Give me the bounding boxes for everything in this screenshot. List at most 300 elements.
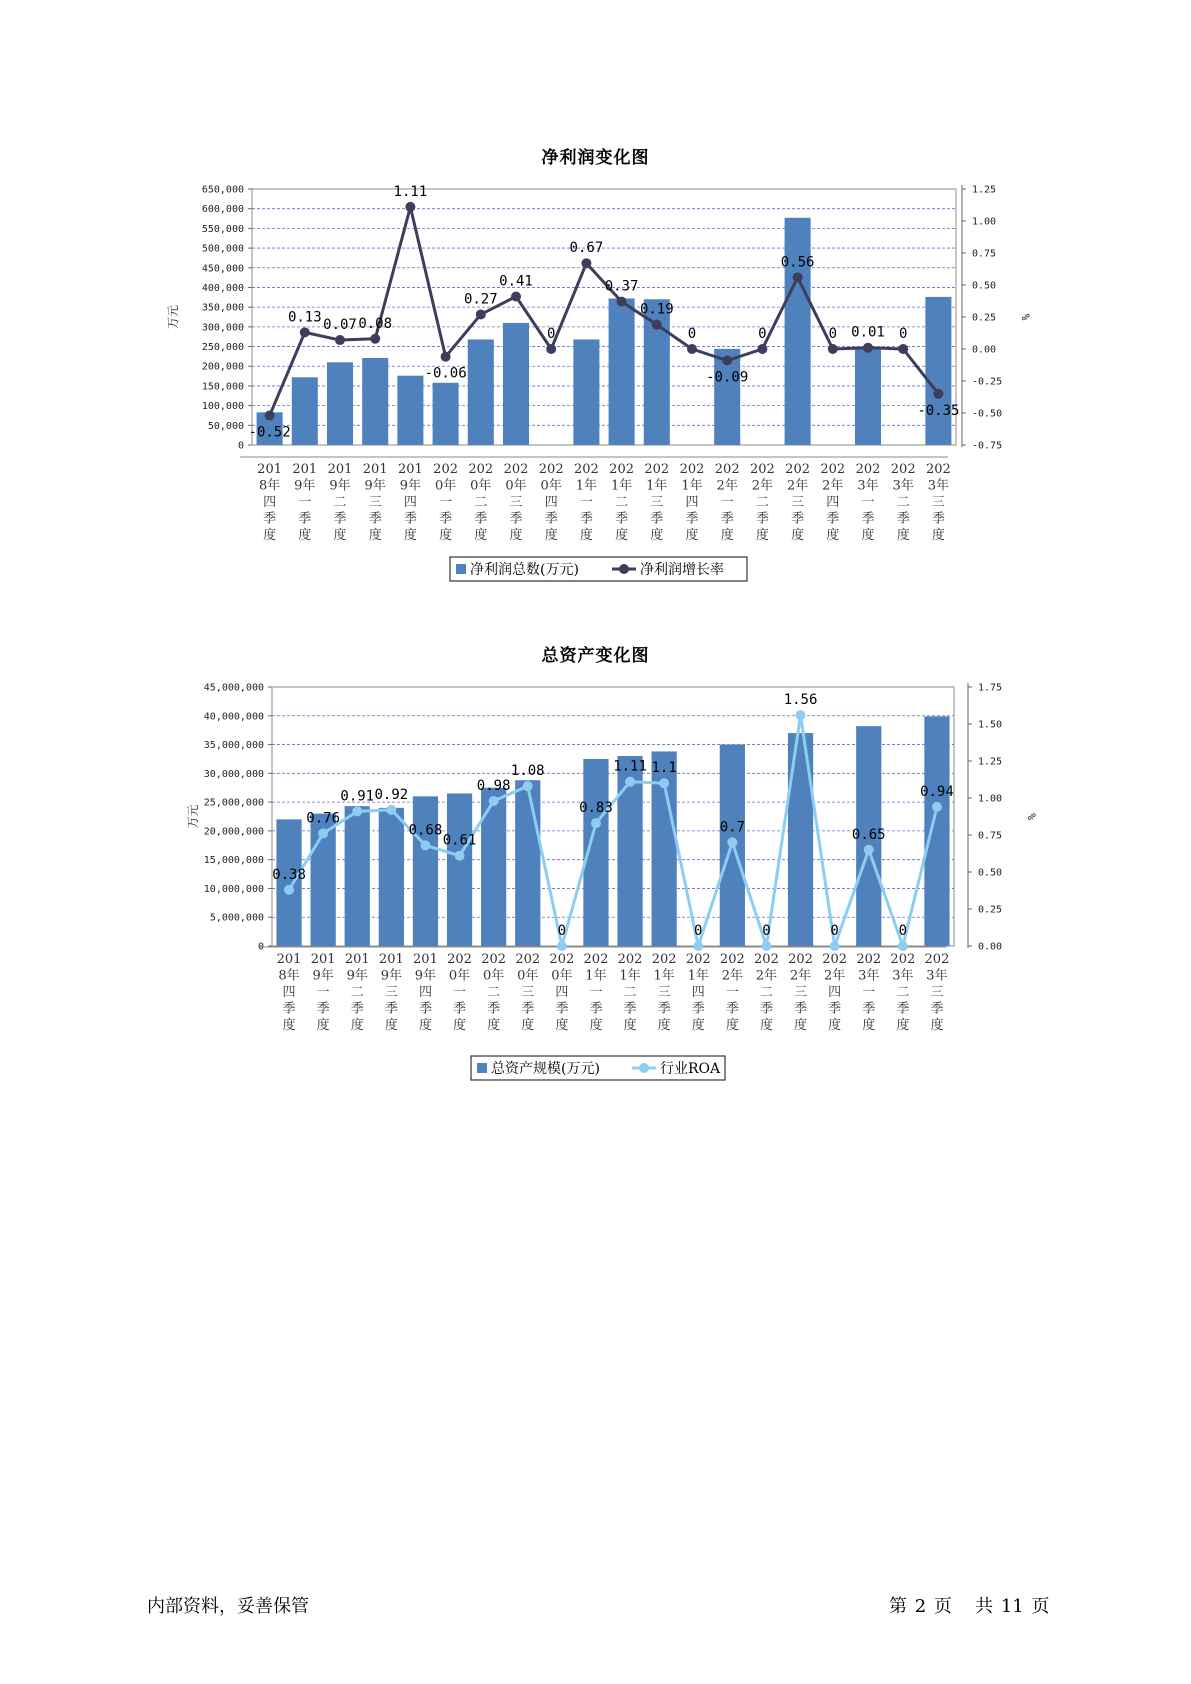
x-tick-label: 季 — [418, 1001, 432, 1017]
bar — [345, 806, 370, 946]
x-tick-label: 度 — [861, 528, 875, 543]
x-tick-label: 度 — [720, 528, 734, 543]
x-tick-label: 季 — [826, 511, 840, 527]
line-point — [652, 320, 662, 330]
x-tick-label: 度 — [685, 528, 699, 543]
y-tick-label: 50,000 — [207, 420, 244, 432]
x-tick-label: 度 — [555, 1018, 569, 1033]
y2-tick-label: -0.50 — [972, 408, 1003, 420]
y-tick-label: 500,000 — [201, 243, 244, 255]
x-tick-label: 202 — [749, 462, 775, 477]
data-label: 0.98 — [476, 777, 511, 794]
data-label: 0.76 — [306, 810, 341, 827]
x-tick-label: 度 — [521, 1018, 535, 1033]
data-label: -0.35 — [917, 402, 960, 419]
data-label: 0.41 — [499, 273, 533, 290]
data-label: 0 — [694, 923, 703, 939]
y-tick-label: 5,000,000 — [209, 912, 264, 924]
x-tick-label: 度 — [298, 528, 312, 543]
line-point — [546, 344, 556, 354]
x-tick-label: 0年 — [448, 968, 471, 984]
x-tick-label: 度 — [368, 528, 382, 543]
y-tick-label: 350,000 — [201, 302, 244, 314]
line-point — [864, 845, 874, 855]
x-tick-label: 201 — [276, 952, 302, 967]
x-tick-label: 9年 — [414, 968, 437, 984]
x-tick-label: 三 — [930, 985, 944, 1000]
x-tick-label: 季 — [623, 1001, 637, 1017]
y2-tick-label: 0.00 — [972, 344, 997, 356]
data-label: 0.7 — [719, 819, 745, 836]
line-point — [793, 272, 803, 282]
x-tick-label: 二 — [487, 985, 501, 1000]
net-profit-chart — [0, 180, 1191, 620]
x-tick-label: 2年 — [789, 968, 812, 984]
bar — [503, 323, 529, 445]
x-tick-label: 202 — [820, 462, 846, 477]
data-label: 1.08 — [510, 763, 545, 780]
x-tick-label: 9年 — [346, 968, 368, 984]
x-tick-label: 度 — [589, 1018, 603, 1033]
data-label: 0 — [546, 326, 556, 342]
x-tick-label: 度 — [263, 528, 277, 543]
x-tick-label: 9年 — [329, 478, 351, 494]
bar — [447, 793, 472, 946]
x-tick-label: 202 — [685, 952, 711, 967]
x-tick-label: 3年 — [858, 968, 880, 984]
line-point — [581, 258, 591, 268]
legend-bar-label: 净利润总数(万元) — [470, 562, 579, 578]
x-tick-label: 度 — [794, 1018, 808, 1033]
x-tick-label: 0年 — [540, 478, 562, 494]
line-point — [898, 941, 908, 951]
total-unit: 页 — [1031, 1596, 1050, 1617]
data-label: 0.83 — [579, 800, 613, 817]
x-tick-label: 2年 — [721, 968, 743, 984]
x-tick-label: 度 — [615, 528, 629, 543]
y-tick-label: 300,000 — [201, 322, 244, 334]
x-tick-label: 度 — [403, 528, 417, 543]
y2-axis-label: % — [1025, 813, 1038, 820]
x-tick-label: 3年 — [927, 478, 950, 494]
x-tick-label: 202 — [468, 462, 494, 477]
x-tick-label: 202 — [481, 952, 507, 967]
x-tick-label: 季 — [794, 1001, 808, 1017]
x-tick-label: 0年 — [483, 968, 505, 984]
x-tick-label: 202 — [719, 952, 745, 967]
bar — [609, 298, 635, 445]
x-tick-label: 202 — [788, 952, 813, 967]
line-point — [420, 840, 430, 850]
x-tick-label: 2年 — [822, 478, 844, 494]
x-tick-label: 季 — [333, 511, 347, 527]
x-tick-label: 9年 — [294, 478, 316, 494]
x-tick-label: 2年 — [716, 478, 738, 494]
x-tick-label: 度 — [691, 1018, 705, 1033]
total-label: 共 — [975, 1596, 994, 1617]
data-label: 0 — [687, 326, 697, 342]
data-label: -0.09 — [706, 369, 749, 386]
y-tick-label: 100,000 — [201, 401, 244, 413]
x-tick-label: 季 — [691, 1001, 705, 1017]
x-tick-label: 3年 — [857, 478, 879, 494]
x-tick-label: 季 — [650, 511, 664, 527]
data-label: 0.61 — [442, 832, 477, 849]
x-tick-label: 三 — [384, 985, 398, 1000]
x-tick-label: 四 — [544, 495, 558, 510]
x-tick-label: 202 — [573, 462, 599, 477]
x-tick-label: 度 — [623, 1018, 637, 1033]
data-label: 0.38 — [272, 866, 306, 883]
line-point — [318, 829, 328, 839]
x-tick-label: 201 — [292, 462, 318, 477]
x-tick-label: 一 — [298, 495, 312, 510]
data-label: 1.1 — [651, 760, 677, 777]
data-label: 0 — [898, 326, 908, 342]
data-label: 1.56 — [783, 692, 818, 709]
y2-tick-label: 0.50 — [972, 280, 997, 292]
x-tick-label: 二 — [350, 985, 364, 1000]
data-label: 0 — [828, 326, 838, 342]
bar — [924, 716, 949, 946]
x-tick-label: 9年 — [312, 968, 334, 984]
x-tick-label: 季 — [861, 511, 875, 527]
x-tick-label: 二 — [615, 495, 629, 510]
x-tick-label: 202 — [924, 952, 950, 967]
y2-tick-label: 0.25 — [972, 312, 997, 324]
y2-tick-label: 1.75 — [978, 682, 1003, 694]
line-point — [693, 941, 703, 951]
data-label: 0.92 — [374, 786, 409, 803]
line-point — [511, 292, 521, 302]
x-tick-label: 8年 — [278, 968, 300, 984]
line-point — [523, 781, 533, 791]
x-tick-label: 度 — [725, 1018, 739, 1033]
x-tick-label: 0年 — [551, 968, 573, 984]
y-tick-label: 45,000,000 — [203, 682, 264, 694]
x-tick-label: 202 — [447, 952, 472, 967]
x-tick-label: 度 — [650, 528, 664, 543]
x-tick-label: 季 — [896, 1001, 910, 1017]
x-tick-label: 季 — [298, 511, 312, 527]
y-tick-label: 25,000,000 — [203, 797, 264, 809]
x-tick-label: 一 — [439, 495, 453, 510]
x-tick-label: 202 — [822, 952, 848, 967]
x-tick-label: 季 — [439, 511, 453, 527]
bar — [397, 376, 423, 445]
line-point — [687, 344, 697, 354]
y-axis-label: 万元 — [166, 304, 180, 330]
data-label: -0.52 — [248, 424, 291, 441]
x-tick-label: 202 — [855, 462, 881, 477]
legend-line-label: 行业ROA — [660, 1061, 721, 1077]
y2-tick-label: 0.50 — [978, 867, 1003, 879]
x-tick-label: 四 — [555, 985, 569, 1000]
chart-title-net-profit: 净利润变化图 — [541, 148, 650, 168]
x-tick-label: 季 — [403, 511, 417, 527]
x-tick-label: 202 — [714, 462, 740, 477]
x-tick-label: 201 — [344, 952, 370, 967]
y2-tick-label: 1.25 — [972, 184, 997, 196]
x-tick-label: 三 — [791, 495, 805, 510]
data-label: 0 — [557, 923, 567, 939]
x-tick-label: 0年 — [505, 478, 527, 494]
y-tick-label: 150,000 — [201, 381, 244, 393]
x-tick-label: 9年 — [364, 478, 386, 494]
x-tick-label: 度 — [828, 1018, 842, 1033]
line-point — [830, 941, 840, 951]
x-tick-label: 201 — [413, 952, 438, 967]
x-tick-label: 三 — [521, 985, 535, 1000]
x-tick-label: 四 — [418, 985, 432, 1000]
data-label: 0.07 — [323, 317, 357, 334]
data-label: 0.67 — [569, 240, 604, 257]
x-tick-label: 度 — [896, 528, 910, 543]
y-tick-label: 400,000 — [201, 282, 244, 294]
x-tick-label: 一 — [579, 495, 593, 510]
data-label: 0.08 — [358, 315, 393, 332]
line-point — [335, 335, 345, 345]
line-point — [757, 344, 767, 354]
x-tick-label: 度 — [826, 528, 840, 543]
bar — [362, 358, 388, 445]
y-tick-label: 600,000 — [201, 204, 244, 216]
x-tick-label: 9年 — [399, 478, 422, 494]
x-tick-label: 季 — [589, 1001, 603, 1017]
line-point — [476, 309, 486, 319]
legend-bar-swatch — [456, 564, 466, 574]
x-tick-label: 一 — [861, 495, 875, 510]
x-tick-label: 度 — [791, 528, 805, 543]
x-tick-label: 度 — [759, 1018, 773, 1033]
x-tick-label: 一 — [862, 985, 876, 1000]
line-point — [370, 334, 380, 344]
x-tick-label: 202 — [609, 462, 635, 477]
data-label: 1.11 — [393, 183, 428, 200]
x-tick-label: 度 — [930, 1018, 944, 1033]
bar — [481, 788, 506, 946]
line-point — [386, 805, 396, 815]
line-point — [265, 411, 275, 421]
x-tick-label: 201 — [397, 462, 423, 477]
data-label: 0.65 — [851, 826, 886, 843]
x-tick-label: 季 — [368, 511, 382, 527]
x-tick-label: 3年 — [892, 478, 914, 494]
y-tick-label: 650,000 — [201, 184, 244, 196]
line-point — [455, 851, 465, 861]
y2-tick-label: 1.00 — [978, 793, 1003, 805]
x-tick-label: 季 — [791, 511, 805, 527]
x-tick-label: 1年 — [646, 478, 668, 494]
x-tick-label: 二 — [333, 495, 347, 510]
bar — [379, 808, 404, 946]
bar — [292, 377, 318, 445]
line-point — [405, 202, 415, 212]
line-point — [659, 778, 669, 788]
y2-tick-label: 1.50 — [978, 719, 1003, 731]
x-tick-label: 季 — [350, 1001, 364, 1017]
x-tick-label: 四 — [282, 985, 296, 1000]
total-pages: 11 — [1000, 1596, 1024, 1617]
x-tick-label: 一 — [589, 985, 603, 1000]
x-tick-label: 一 — [316, 985, 330, 1000]
x-tick-label: 202 — [651, 952, 677, 967]
line-point — [933, 389, 943, 399]
data-label: 0 — [898, 923, 908, 939]
x-tick-label: 季 — [725, 1001, 739, 1017]
x-tick-label: 二 — [474, 495, 488, 510]
y2-tick-label: 0.75 — [978, 830, 1003, 842]
x-tick-label: 季 — [657, 1001, 671, 1017]
x-tick-label: 202 — [433, 462, 459, 477]
x-tick-label: 一 — [720, 495, 734, 510]
data-label: 0.68 — [408, 822, 443, 839]
y2-axis-label: % — [1019, 313, 1032, 321]
x-tick-label: 度 — [316, 1018, 330, 1033]
x-tick-label: 1年 — [681, 478, 703, 494]
y-tick-label: 0 — [257, 941, 264, 953]
line-point — [300, 327, 310, 337]
x-tick-label: 1年 — [585, 968, 607, 984]
x-tick-label: 202 — [754, 952, 779, 967]
x-tick-label: 度 — [896, 1018, 910, 1033]
x-tick-label: 0年 — [517, 968, 539, 984]
x-tick-label: 季 — [263, 511, 277, 527]
data-label: -0.06 — [424, 365, 467, 382]
x-tick-label: 二 — [896, 495, 910, 510]
line-point — [727, 837, 737, 847]
x-tick-label: 201 — [362, 462, 388, 477]
x-tick-label: 一 — [453, 985, 467, 1000]
data-label: 0 — [830, 923, 839, 939]
x-tick-label: 四 — [403, 495, 417, 510]
data-label: 0.37 — [604, 278, 639, 295]
y-tick-label: 0 — [237, 440, 244, 452]
line-point — [352, 806, 362, 816]
x-tick-label: 202 — [785, 462, 811, 477]
x-tick-label: 2年 — [751, 478, 774, 494]
y-axis-label: 万元 — [186, 804, 200, 829]
y-tick-label: 15,000,000 — [203, 855, 264, 867]
x-tick-label: 201 — [327, 462, 353, 477]
x-tick-label: 202 — [925, 462, 951, 477]
y2-tick-label: 1.00 — [972, 216, 997, 228]
x-tick-label: 201 — [310, 952, 336, 967]
x-tick-label: 季 — [282, 1001, 296, 1017]
x-tick-label: 度 — [350, 1018, 364, 1033]
x-tick-label: 季 — [316, 1001, 330, 1017]
x-tick-label: 二 — [759, 985, 773, 1000]
x-tick-label: 1年 — [575, 478, 598, 494]
x-tick-label: 3年 — [892, 968, 914, 984]
x-tick-label: 度 — [282, 1018, 296, 1033]
footer-confidential-note: 内部资料，妥善保管 — [147, 1596, 309, 1617]
y-tick-label: 35,000,000 — [203, 740, 264, 752]
bar — [925, 297, 951, 445]
x-tick-label: 度 — [862, 1018, 876, 1033]
x-tick-label: 202 — [890, 462, 916, 477]
x-tick-label: 度 — [579, 528, 593, 543]
x-tick-label: 季 — [487, 1001, 501, 1017]
y-tick-label: 10,000,000 — [203, 883, 264, 895]
line-point — [489, 796, 499, 806]
x-tick-label: 季 — [615, 511, 629, 527]
y2-tick-label: 0.00 — [978, 941, 1003, 953]
x-tick-label: 三 — [794, 985, 808, 1000]
x-tick-label: 202 — [644, 462, 670, 477]
x-tick-label: 1年 — [653, 968, 675, 984]
x-tick-label: 季 — [453, 1001, 467, 1017]
data-label: 0.13 — [287, 309, 322, 326]
x-tick-label: 202 — [549, 952, 575, 967]
x-tick-label: 度 — [439, 528, 453, 543]
line-point — [284, 885, 294, 895]
x-tick-label: 201 — [378, 952, 404, 967]
x-tick-label: 四 — [263, 495, 277, 510]
total-assets-chart — [0, 680, 1191, 1100]
x-tick-label: 四 — [685, 495, 699, 510]
x-tick-label: 度 — [453, 1018, 467, 1033]
x-tick-label: 度 — [657, 1018, 671, 1033]
page-label: 第 — [889, 1596, 907, 1617]
y-tick-label: 200,000 — [201, 361, 244, 373]
y2-tick-label: 0.25 — [978, 904, 1003, 916]
x-tick-label: 度 — [333, 528, 347, 543]
x-tick-label: 季 — [384, 1001, 398, 1017]
data-label: 0 — [758, 326, 767, 342]
chart-title-total-assets: 总资产变化图 — [541, 646, 650, 666]
legend-bar-swatch — [477, 1063, 487, 1073]
x-tick-label: 季 — [720, 511, 734, 527]
x-tick-label: 0年 — [470, 478, 492, 494]
x-tick-label: 季 — [474, 511, 488, 527]
y2-tick-label: -0.75 — [972, 440, 1003, 452]
footer-page-info — [889, 1592, 1049, 1618]
x-tick-label: 202 — [856, 952, 882, 967]
data-label: 1.11 — [613, 758, 647, 775]
line-point — [863, 343, 873, 353]
x-tick-label: 9年 — [380, 968, 402, 984]
line-point — [557, 941, 567, 951]
data-label: 0 — [762, 923, 771, 939]
y-tick-label: 250,000 — [201, 342, 244, 354]
x-tick-label: 季 — [862, 1001, 876, 1017]
x-tick-label: 季 — [896, 511, 910, 527]
x-tick-label: 202 — [890, 952, 916, 967]
x-tick-label: 四 — [826, 495, 840, 510]
line-point — [761, 941, 771, 951]
data-label: 0.27 — [463, 291, 498, 308]
x-tick-label: 202 — [617, 952, 643, 967]
y-tick-label: 550,000 — [201, 223, 244, 235]
plot-area-frame — [272, 687, 954, 946]
line-point — [898, 344, 908, 354]
y-tick-label: 20,000,000 — [203, 826, 264, 838]
x-tick-label: 三 — [509, 495, 523, 510]
page-number: 2 — [914, 1596, 927, 1617]
x-tick-label: 度 — [544, 528, 558, 543]
x-tick-label: 2年 — [824, 968, 846, 984]
bar — [515, 780, 540, 946]
bar — [327, 362, 353, 445]
legend-line-label: 净利润增长率 — [640, 562, 724, 578]
x-tick-label: 1年 — [610, 478, 633, 494]
x-tick-label: 202 — [538, 462, 564, 477]
x-tick-label: 三 — [931, 495, 945, 510]
x-tick-label: 季 — [685, 511, 699, 527]
bar — [785, 218, 811, 445]
x-tick-label: 2年 — [755, 968, 778, 984]
